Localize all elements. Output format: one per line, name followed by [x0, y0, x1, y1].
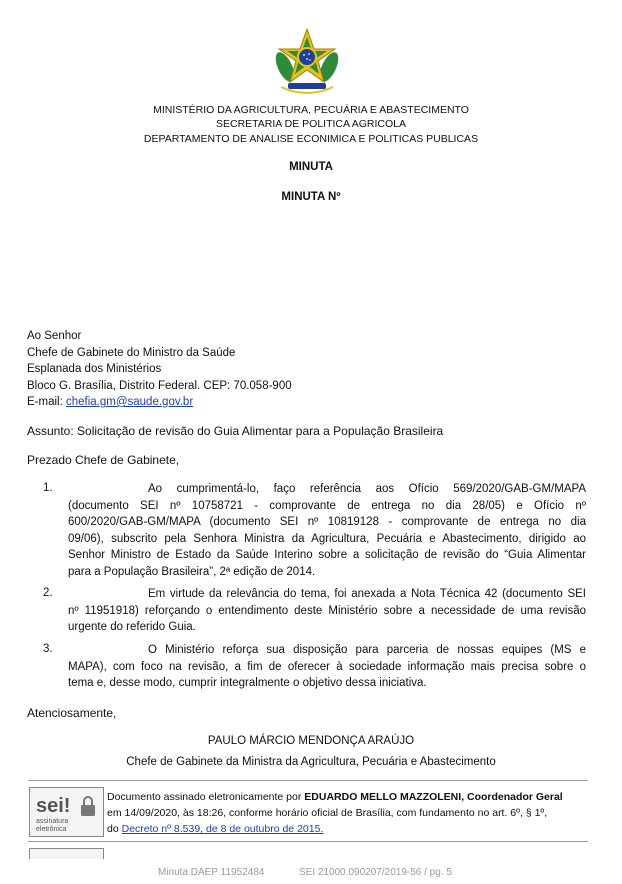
divider: [28, 780, 588, 781]
sei-logo-icon: [30, 788, 103, 836]
divider: [28, 841, 588, 842]
signature-prefix: do: [107, 823, 122, 835]
paragraph-1: [68, 481, 586, 580]
sei-logo-text: sei!: [36, 795, 71, 817]
email-line: [27, 394, 292, 411]
paragraph-line: tema e, desse modo, cumprir integralmente o objetivo dessa iniciativa.: [68, 677, 427, 689]
address-line: Bloco G. Brasília, Distrito Federal. CEP: 70.058-900: [27, 379, 292, 392]
paragraph-line: O Ministério reforça sua disposição para parceria de nossas equipes (MS e: [148, 644, 586, 656]
paragraph-line: Ao cumprimentá-lo, faço referência aos Ofício 569/2020/GAB-GM/MAPA: [148, 483, 586, 495]
paragraph-3: [68, 642, 586, 692]
sei-signature-seal: [29, 787, 104, 837]
document-number: MINUTA Nº: [281, 191, 341, 203]
paragraph-line: MAPA), com foco na revisão, a fim de oferecer à sociedade informação mais precisa sobre o: [68, 660, 586, 673]
sei-caption: eletrônica: [36, 826, 67, 833]
paragraph-line: urgente do referido Guia.: [68, 621, 196, 633]
email-label: E-mail:: [27, 396, 66, 408]
salutation: Prezado Chefe de Gabinete,: [27, 453, 180, 467]
signatory-role: , Coordenador Geral: [461, 791, 563, 803]
decree-link[interactable]: Decreto nº 8.539, de 8 de outubro de 2015.: [121, 823, 324, 835]
sei-caption: assinatura: [36, 818, 69, 825]
signature-prefix: Documento assinado eletronicamente por: [107, 791, 305, 803]
signature-line: em 14/09/2020, às 18:26, conforme horário oficial de Brasília, com fundamento no art. 6º, § 1º,: [107, 807, 548, 819]
document-title: MINUTA: [289, 161, 333, 173]
header-department: DEPARTAMENTO DE ANALISE ECONIMICA E POLITICAS PUBLICAS: [143, 133, 479, 145]
recipient-address: [27, 328, 292, 411]
address-line: Chefe de Gabinete do Ministro da Saúde: [27, 346, 236, 359]
paragraph-line: para a População Brasileira”, 2ª edição de 2014.: [68, 565, 316, 578]
sei-signature-seal-partial: [29, 848, 104, 859]
paragraph-line: nº 11951918) reforçando o entendimento deste Ministério sobre a necessidade de uma revisão: [68, 604, 586, 617]
signature-line: [107, 789, 587, 805]
subject-line: Assunto: Solicitação de revisão do Guia Alimentar para a População Brasileira: [27, 424, 444, 438]
signer-role: Chefe de Gabinete da Ministra da Agricultura, Pecuária e Abastecimento: [126, 756, 496, 768]
header-secretariat: SECRETARIA DE POLITICA AGRICOLA: [215, 118, 407, 130]
item-number: 3.: [43, 643, 53, 655]
paragraph-line: Em virtude da relevância do tema, foi anexada a Nota Técnica 42 (documento SEI: [148, 588, 586, 600]
item-number: 1.: [43, 482, 53, 494]
closing: Atenciosamente,: [27, 706, 117, 720]
paragraph-line: 600/2020/GAB-GM/MAPA (documento SEI nº 10819128 - comprovante de entrega no dia: [68, 516, 586, 528]
email-link[interactable]: chefia.gm@saude.gov.br: [65, 396, 194, 408]
signature-line: [107, 821, 587, 837]
paragraph-2: [68, 586, 586, 636]
brazil-coat-of-arms-icon: [271, 27, 343, 99]
footer-document-id: Minuta DAEP 11952484: [158, 867, 265, 878]
address-line: Esplanada dos Ministérios: [27, 363, 162, 375]
paragraph-line: (documento SEI nº 10758721 - comprovante de entrega no dia 28/05) e Ofício nº: [68, 499, 586, 512]
address-line: Ao Senhor: [27, 330, 82, 342]
footer-process-page: SEI 21000.090207/2019-56 / pg. 5: [299, 867, 452, 878]
header-ministry: MINISTÉRIO DA AGRICULTURA, PECUÁRIA E ABASTECIMENTO: [153, 104, 469, 116]
signer-name: PAULO MÁRCIO MENDONÇA ARAÚJO: [207, 735, 415, 747]
paragraph-line: Senhor Ministro de Estado da Saúde Interino sobre a solicitação de revisão do “Guia Alimentar: [68, 549, 586, 561]
item-number: 2.: [43, 587, 53, 599]
signatory-name: EDUARDO MELLO MAZZOLENI: [304, 791, 462, 803]
signature-note: [107, 789, 587, 837]
paragraph-line: 09/06), subscrito pela Senhora Ministra da Agricultura, Pecuária e Abastecimento, dirigido ao: [68, 532, 586, 545]
